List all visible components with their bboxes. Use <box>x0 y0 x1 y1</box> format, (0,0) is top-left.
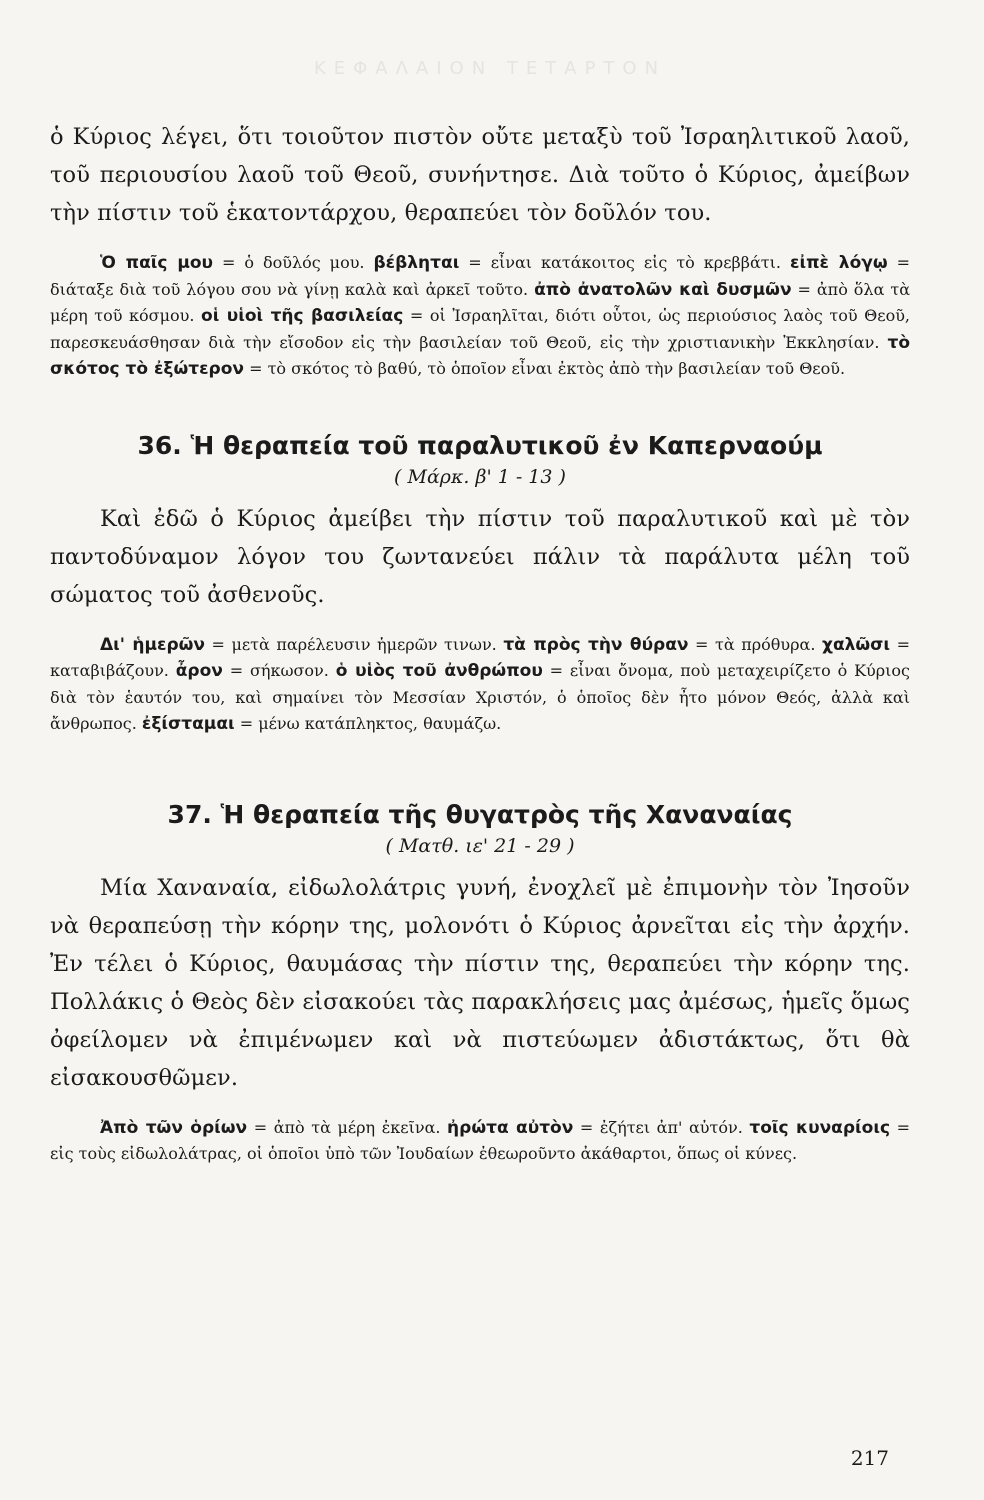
gloss-def: = ἐζήτει ἀπ' αὐτόν. <box>573 1117 750 1137</box>
gloss-term: ἐξίσταμαι <box>141 714 235 734</box>
section-37-heading: 37. Ἡ θεραπεία τῆς θυγατρὸς τῆς Χαναναίας <box>167 799 793 829</box>
gloss-term: ὁ υἱὸς τοῦ ἀνθρώπου <box>335 661 543 681</box>
section-36-heading: 36. Ἡ θεραπεία τοῦ παραλυτικοῦ ἐν Καπερναούμ <box>137 430 823 460</box>
gloss-term: Δι' ἡμερῶν <box>100 634 205 655</box>
gloss-def: = εἰς τοὺς εἰδωλολάτρας, οἱ ὁποῖοι ὑπὸ τῶν Ἰουδαίων ἐθεωροῦντο ἀκάθαρτοι, ὅπως οἱ κύνες. <box>50 1117 911 1163</box>
gloss-term: Ὁ παῖς μου <box>100 253 213 273</box>
gloss-def: = εἶναι κατάκοιτος εἰς τὸ κρεββάτι. <box>459 253 790 272</box>
gloss-term: εἰπὲ λόγῳ <box>790 253 888 273</box>
gloss-term: Ἀπὸ τῶν ὁρίων <box>100 1117 248 1138</box>
running-header: ΚΕΦΑΛΑΙΟΝ ΤΕΤΑΡΤΟΝ <box>313 58 667 79</box>
page-number: 217 <box>850 1446 889 1470</box>
page-content <box>50 118 910 1168</box>
gloss-term: τὰ πρὸς τὴν θύραν <box>503 634 689 655</box>
section-36-paragraph: Καὶ ἐδῶ ὁ Κύριος ἀμείβει τὴν πίστιν τοῦ παραλυτικοῦ καὶ μὲ τὸν παντοδύναμον λόγον του ζωντανεύει πάλιν τὰ παράλυτα μέλη τοῦ σώματος τοῦ ἀσθενοῦς. <box>50 505 910 608</box>
gloss-term: ἆρον <box>175 661 223 681</box>
gloss-def: = ὁ δοῦλός μου. <box>212 253 374 272</box>
gloss-term: χαλῶσι <box>821 634 891 655</box>
gloss-def: = ἀπὸ ὅλα τὰ μέρη τοῦ κόσμου. <box>50 279 910 325</box>
gloss-def: = διάταξε διὰ τοῦ λόγου σου νὰ γίνῃ καλὰ καὶ ἀρκεῖ τοῦτο. <box>50 253 910 299</box>
glossary-37 <box>50 1115 910 1168</box>
section-36-reference: ( Μάρκ. β' 1 - 13 ) <box>394 465 566 488</box>
gloss-term: τοῖς κυναρίοις <box>749 1117 891 1138</box>
gloss-term: βέβληται <box>373 253 460 273</box>
gloss-term: ἠρώτα αὐτὸν <box>447 1117 574 1138</box>
glossary-1 <box>50 250 910 383</box>
gloss-term: τὸ σκότος τὸ ἐξώτερον <box>50 332 910 379</box>
glossary-36 <box>50 632 910 738</box>
gloss-def: = οἱ Ἰσραηλῖται, διότι οὗτοι, ὡς περιούσιος λαὸς τοῦ Θεοῦ, παρεσκευάσθησαν διὰ τὴν εἴσοδον εἰς τὴν βασιλείαν τοῦ Θεοῦ, εἰς τὴν χριστιανικὴν Ἐκκλησίαν. <box>50 306 911 352</box>
intro-paragraph: ὁ Κύριος λέγει, ὅτι τοιοῦτον πιστὸν οὔτε μεταξὺ τοῦ Ἰσραηλιτικοῦ λαοῦ, τοῦ περιουσίου λαοῦ τοῦ Θεοῦ, συνήντησε. Διὰ τοῦτο ὁ Κύριος, ἀμείβων τὴν πίστιν τοῦ ἑκατοντάρχου, θεραπεύει τὸν δοῦλόν του. <box>50 124 910 226</box>
gloss-def: = μετὰ παρέλευσιν ἡμερῶν τινων. <box>204 634 504 654</box>
gloss-term: οἱ υἱοὶ τῆς βασιλείας <box>201 306 404 326</box>
gloss-def: = μένω κατάπληκτος, θαυμάζω. <box>234 714 502 733</box>
section-37-reference: ( Ματθ. ιε' 21 - 29 ) <box>385 834 575 857</box>
section-37-paragraph: Μία Χαναναία, εἰδωλολάτρις γυνή, ἐνοχλεῖ μὲ ἐπιμονὴν τὸν Ἰησοῦν νὰ θεραπεύσῃ τὴν κόρην της, μολονότι ὁ Κύριος ἀρνεῖται εἰς τὴν ἀρχήν. Ἐν τέλει ὁ Κύριος, θαυμάσας τὴν πίστιν της, θεραπεύει τὴν κόρην της. Πολλάκις ὁ Θεὸς δὲν εἰσακούει τὰς παρακλήσεις μας ἀμέσως, ἡμεῖς ὅμως ὀφείλομεν νὰ ἐπιμένωμεν καὶ νὰ πιστεύωμεν ἀδιστάκτως, ὅτι θὰ εἰσακουσθῶμεν. <box>50 874 910 1091</box>
gloss-def: = καταβιβάζουν. <box>50 634 910 680</box>
gloss-def: = ἀπὸ τὰ μέρη ἐκεῖνα. <box>247 1117 448 1137</box>
gloss-term: ἀπὸ ἀνατολῶν καὶ δυσμῶν <box>534 279 792 300</box>
gloss-def: = τὸ σκότος τὸ βαθύ, τὸ ὁποῖον εἶναι ἐκτὸς ἀπὸ τὴν βασιλείαν τοῦ Θεοῦ. <box>244 359 846 378</box>
gloss-def: = σήκωσον. <box>222 661 336 680</box>
gloss-def: = εἶναι ὄνομα, ποὺ μεταχειρίζετο ὁ Κύριος διὰ τὸν ἑαυτόν του, καὶ σημαίνει τὸν Μεσσίαν Χριστόν, ὁ ὁποῖος δὲν ἦτο μόνον Θεός, ἀλλὰ καὶ ἄνθρωπος. <box>50 661 911 733</box>
gloss-def: = τὰ πρόθυρα. <box>688 634 822 654</box>
